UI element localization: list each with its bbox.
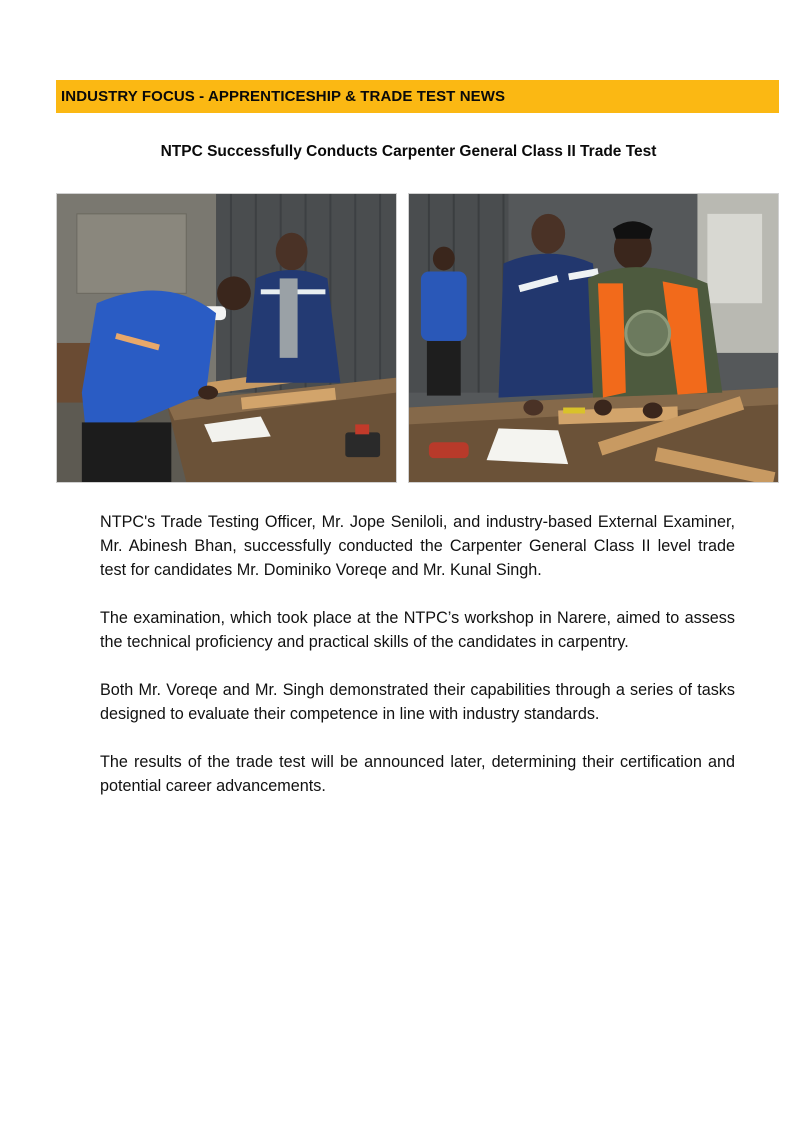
section-banner <box>56 80 779 113</box>
workshop-photo-icon <box>409 194 778 482</box>
section-banner-label: INDUSTRY FOCUS - APPRENTICESHIP & TRADE TEST NEWS <box>61 88 506 105</box>
workshop-photo-icon <box>57 194 396 482</box>
article-headline: NTPC Successfully Conducts Carpenter General Class II Trade Test <box>160 143 657 160</box>
article-paragraph: The results of the trade test will be announced later, determining their certification and potential career advancements. <box>100 753 735 795</box>
article-body <box>100 510 735 822</box>
workshop-photo-right <box>408 193 779 483</box>
article-paragraph: NTPC's Trade Testing Officer, Mr. Jope Seniloli, and industry-based External Examiner, Mr. Abinesh Bhan, successfully conducted the Carpenter General Class II level trade test for candidates Mr. Dominiko Voreqe and Mr. Kunal Singh. <box>100 513 735 579</box>
article-paragraph: The examination, which took place at the NTPC’s workshop in Narere, aimed to assess the technical proficiency and practical skills of the candidates in carpentry. <box>100 609 735 651</box>
article-paragraph: Both Mr. Voreqe and Mr. Singh demonstrated their capabilities through a series of tasks designed to evaluate their competence in line with industry standards. <box>100 681 735 723</box>
workshop-photo-left <box>56 193 397 483</box>
